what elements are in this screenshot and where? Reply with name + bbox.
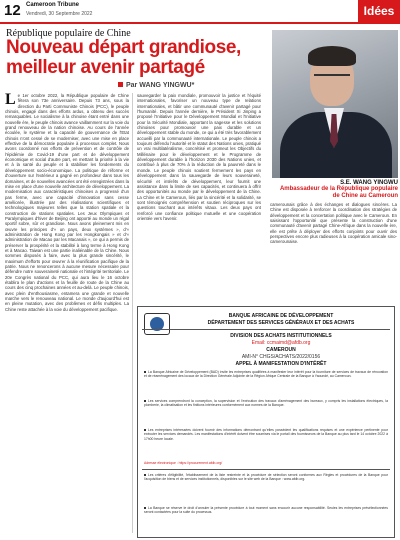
notice-country: CAMEROUN	[266, 347, 296, 353]
notice-bank-name: BANQUE AFRICAINE DE DÉVELOPPEMENT	[228, 313, 334, 319]
page-header	[0, 0, 400, 24]
publication-name: Cameroon Tribune	[26, 2, 80, 8]
column-2-text: sauvegarder la paix mondiale, promouvoir la justice et l'équité internationales, favoriser un nouveau type de relations internationales, et bâtir une communauté d'avenir partagé pour l'humanité. Depuis l'année dernière, le Président Xi Jinping a proposé l'Initiative pour le Développement Mondial et l'Initiative pour la Sécurité Mondiale, apportant la sagesse et les solutions chinoises pour promouvoir une paix durable et un développement stable du monde, ce qui a été très favorablement accueilli par la communauté internationale. Le peuple chinois a toujours défendu l'autorité et le statut des Nations unies, pratiqué un vrai multilatéralisme, concrétisé et promeut les Objectifs du Millénaire pour le développement et le Programme de développement durable à l'horizon 2030 des Nations unies, et contribué à plus de 70% à la réduction de la pauvreté dans le monde. Le peuple chinois soutient fermement les pays en développement dans la sauvegarde de leurs souveraineté, sécurité et intérêts de développement, leur fournit une assistance dans la limite de ses capacités, et continuera à offrir des opportunités au monde par le développement de la Chine. La Chine et le Cameroun, liés par la sincérité et la solidarité, se sont témoignés compréhension et soutien réciproques sur les questions touchant aux intérêts vitaux. Les deux pays ont renforcé une confiance politique mutuelle et une coopération orientée vers l'avenir.	[137, 93, 261, 221]
author-photo	[272, 30, 398, 178]
article-byline	[118, 82, 194, 89]
article-column-2	[137, 93, 261, 309]
notice-divider	[142, 469, 390, 470]
notice-divider	[142, 329, 390, 330]
article-column-3	[270, 202, 397, 304]
bullet-icon	[144, 507, 146, 509]
article-column-1	[5, 93, 129, 533]
notice-portal-link[interactable]: Adresse électronique : https://procurement.afdb.org/	[144, 461, 223, 465]
notice-reference: AMI-N° CHGS/ACHATS/2022/0156	[241, 354, 321, 360]
article-title: Nouveau départ grandiose, meilleur avenir partagé	[6, 37, 241, 78]
byline-text: Par WANG YINGWU*	[126, 82, 195, 89]
bullet-icon	[144, 400, 146, 402]
notice-paragraph-3	[144, 428, 388, 458]
article-kicker: République populaire de Chine	[6, 28, 131, 39]
photo-hair	[308, 46, 356, 66]
notice-body-5: La Banque se réserve le droit d'annuler la présente procédure à tout moment sans encourir aucune responsabilité. Seules les entreprises présélectionnées seront contactées pour la suite du processus.	[144, 506, 388, 515]
bank-logo-icon	[144, 313, 170, 335]
notice-contact: Email: ccmaimd@afdb.org	[251, 340, 311, 346]
bullet-icon	[144, 429, 146, 431]
column-divider	[132, 93, 133, 533]
column-1-text: e 1er octobre 2022, la République populaire de Chine fêtera son 73e anniversaire. Depuis 73 ans, sous la direction du Parti Communiste Chinois (PCC), le peuple chinois, engagé dans des efforts ardus, a obtenu des succès remarquables. Le socialisme à la chinoise étant entré dans une nouvelle ère, le peuple chinois avance vaillamment sur la voie du grand renouveau de la nation chinoise. Au cours de l'année écoulée, le système et la capacité de gouvernance de l'Etat chinois n'ont cessé de se moderniser, avec une mise en place effective de la démocratie populaire à processus complet. Nous avons coordonné nos efforts de prévention et de contrôle de l'épidémie de Covid-19 d'une part et de développement économique et social d'autre part, en mettant la priorité à la vie et à la santé du peuple et à stabiliser les fondements du développement socio-économique. La politique de réforme et d'ouverture sur l'extérieur a gagné en profondeur dans tous les domaines, et de nouvelles avancées ont été enregistrées dans la mise en place d'une nouvelle architecture de développement. La modernisation aux caractéristiques chinoises a progressé d'un pas ferme, avec une capacité d'innovation sans cesse améliorée, illustrée par des réalisations scientifiques et technologiques majeures telles que la station spatiale et la construction de stations spatiales. Les Jeux Olympiques et Paralympiques d'hiver de Beijing ont apporté au monde un régal sportif sobre, sûr et grandiose. Nous avons pleinement mis en œuvre les principes d'« un pays, deux systèmes », d'« administration de Hong Kong par les Hongkongais » et d'« administration de Macao par les Macanais », ce qui a permis de préserver la prospérité et la stabilité à long terme à Hong Kong et à Macao. Taiwan est une partie inaliénable de la Chine. Nous sommes disposés à faire, avec la plus grande sincérité, le maximum d'efforts pour œuvrer à la réunification pacifique de la patrie. Nous ne renoncerons à aucune mesure nécessaire pour défendre notre souveraineté nationale et l'intégrité territoriale. Le 20e Congrès national du PCC, qui aura lieu le 16 octobre établira le plan d'actions et la feuille de route de la Chine au cours des cinq prochaines années et au-delà. Le peuple chinois, avec plein d'enthousiasme, entamera une grande et nouvelle marche vers le renouveau national. Le monde d'aujourd'hui est en pleine mutation, avec des problèmes et défis multiples. La Chine reste attachée à la voie du développement pacifique.	[5, 93, 129, 312]
notice-department: DÉPARTEMENT DES SERVICES GÉNÉRAUX ET DES ACHATS	[207, 320, 355, 326]
column-3-text: camerounais grâce à des échanges et dialogues sincères. La Chine est disposée à renforcer la coordination des stratégies de développement et la concertation politique avec le Cameroun. En saisissant l'opportunité que présente la construction d'une communauté d'avenir partagé Chine-Afrique dans la nouvelle ère, elle est prête à déployer des efforts conjoints pour ouvrir des perspectives encore plus radieuses à la coopération amicale sino-camerounaise.	[270, 202, 397, 245]
section-tag: Idées	[358, 0, 400, 22]
notice-division: DIVISION DES ACHATS INSTITUTIONNELS	[230, 333, 332, 339]
notice-paragraph-1	[144, 370, 388, 396]
notice-paragraph-4	[144, 473, 388, 503]
tender-notice	[137, 306, 395, 538]
page-number: 12	[4, 2, 21, 19]
notice-body-3: Les entreprises intéressées doivent fournir des informations démontrant qu'elles possèdent les qualifications requises et une expérience pertinente pour exécuter les services demandés. Les manifestations d'intérêt doivent être soumises via le portail des fournisseurs de la Banque au plus tard le 14 octobre 2022 à 17h00 heure locale.	[144, 428, 388, 441]
notice-body-2: Les services comprendront la conception, la supervision et l'exécution des travaux d'aménagement des bureaux, y compris les installations électriques, la plomberie, la climatisation et les finitions intérieures conformément aux normes de la Banque.	[144, 399, 388, 408]
photo-glasses	[314, 74, 350, 82]
notice-body-1: La Banque Africaine de Développement (BAD) invite les entreprises qualifiées à manifester leur intérêt pour la fourniture de services de travaux de rénovation et de réaménagement des locaux de la Direction Générale Adjointe de la Région Afrique Centrale de la Banque à Yaoundé, au Cameroun.	[144, 370, 388, 379]
caption-name: S.E. WANG YINGWU	[340, 180, 398, 186]
photo-caption	[272, 180, 398, 200]
bullet-icon	[144, 371, 146, 373]
notice-title: APPEL À MANIFESTATION D'INTÉRÊT	[235, 361, 327, 367]
byline-marker-icon	[118, 82, 123, 87]
bullet-icon	[144, 474, 146, 476]
notice-paragraph-5	[144, 506, 388, 534]
publication-date: Vendredi, 30 Septembre 2022	[26, 11, 93, 17]
notice-body-4: Les critères d'éligibilité, l'établissement de la liste restreinte et la procédure de sélection seront conformes aux Règles et procédures de la Banque pour l'acquisition de biens et de services institutionnels, disponibles sur le site web de la Banque : www.afdb.org.	[144, 473, 388, 482]
caption-role: Ambassadeur de la République populaire de Chine au Cameroun	[279, 186, 398, 199]
notice-paragraph-2	[144, 399, 388, 425]
drop-cap: L	[5, 93, 16, 108]
